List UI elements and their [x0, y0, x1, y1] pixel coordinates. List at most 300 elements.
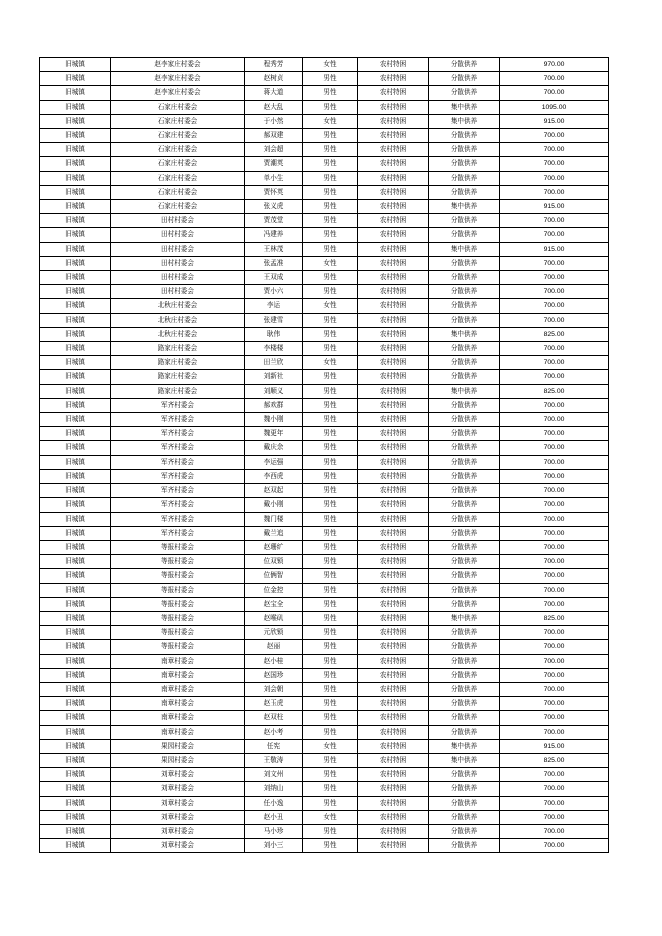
support-type-cell: 集中供养: [429, 384, 500, 398]
gender-cell: 男性: [303, 143, 358, 157]
gender-cell: 男性: [303, 72, 358, 86]
town-cell: 旧城镇: [40, 427, 111, 441]
table-row: [40, 285, 609, 299]
gender-cell: 男性: [303, 768, 358, 782]
amount-cell: 700.00: [500, 171, 609, 185]
category-cell: 农村特困: [358, 484, 429, 498]
support-type-cell: 分散供养: [429, 157, 500, 171]
village-committee-cell: 军齐村委会: [111, 413, 245, 427]
town-cell: 旧城镇: [40, 441, 111, 455]
table-row: [40, 583, 609, 597]
table-row: [40, 228, 609, 242]
name-cell: 位金控: [245, 583, 303, 597]
support-type-cell: 分散供养: [429, 498, 500, 512]
support-type-cell: 分散供养: [429, 214, 500, 228]
village-committee-cell: 果园村委会: [111, 753, 245, 767]
gender-cell: 男性: [303, 384, 358, 398]
support-type-cell: 分散供养: [429, 58, 500, 72]
category-cell: 农村特困: [358, 597, 429, 611]
gender-cell: 男性: [303, 484, 358, 498]
gender-cell: 男性: [303, 753, 358, 767]
gender-cell: 男性: [303, 185, 358, 199]
town-cell: 旧城镇: [40, 271, 111, 285]
gender-cell: 女性: [303, 356, 358, 370]
table-row: [40, 143, 609, 157]
category-cell: 农村特困: [358, 228, 429, 242]
town-cell: 旧城镇: [40, 370, 111, 384]
village-committee-cell: 田村村委会: [111, 242, 245, 256]
town-cell: 旧城镇: [40, 171, 111, 185]
name-cell: 刘纳山: [245, 782, 303, 796]
village-committee-cell: 田村村委会: [111, 271, 245, 285]
name-cell: 赵双柱: [245, 711, 303, 725]
table-row: [40, 498, 609, 512]
table-row: [40, 839, 609, 853]
town-cell: 旧城镇: [40, 455, 111, 469]
category-cell: 农村特困: [358, 114, 429, 128]
gender-cell: 男性: [303, 413, 358, 427]
name-cell: 刘小三: [245, 839, 303, 853]
gender-cell: 男性: [303, 271, 358, 285]
town-cell: 旧城镇: [40, 555, 111, 569]
support-type-cell: 分散供养: [429, 654, 500, 668]
category-cell: 农村特困: [358, 824, 429, 838]
table-row: [40, 427, 609, 441]
town-cell: 旧城镇: [40, 413, 111, 427]
name-cell: 赵小考: [245, 725, 303, 739]
town-cell: 旧城镇: [40, 100, 111, 114]
amount-cell: 700.00: [500, 626, 609, 640]
support-type-cell: 分散供养: [429, 342, 500, 356]
gender-cell: 男性: [303, 540, 358, 554]
category-cell: 农村特困: [358, 256, 429, 270]
amount-cell: 700.00: [500, 427, 609, 441]
category-cell: 农村特困: [358, 171, 429, 185]
table-row: [40, 768, 609, 782]
gender-cell: 男性: [303, 711, 358, 725]
support-type-cell: 分散供养: [429, 597, 500, 611]
village-committee-cell: 军齐村委会: [111, 484, 245, 498]
table-row: [40, 58, 609, 72]
village-committee-cell: 田村村委会: [111, 228, 245, 242]
name-cell: 魏小刚: [245, 413, 303, 427]
category-cell: 农村特困: [358, 469, 429, 483]
support-type-cell: 分散供养: [429, 171, 500, 185]
town-cell: 旧城镇: [40, 299, 111, 313]
gender-cell: 男性: [303, 469, 358, 483]
amount-cell: 700.00: [500, 271, 609, 285]
amount-cell: 700.00: [500, 157, 609, 171]
support-type-cell: 分散供养: [429, 398, 500, 412]
support-type-cell: 集中供养: [429, 327, 500, 341]
amount-cell: 700.00: [500, 597, 609, 611]
name-cell: 冯建养: [245, 228, 303, 242]
name-cell: 郝欢群: [245, 398, 303, 412]
table-row: [40, 256, 609, 270]
category-cell: 农村特困: [358, 768, 429, 782]
gender-cell: 女性: [303, 58, 358, 72]
support-type-cell: 分散供养: [429, 768, 500, 782]
name-cell: 李西虎: [245, 469, 303, 483]
amount-cell: 700.00: [500, 285, 609, 299]
village-committee-cell: 等报村委会: [111, 540, 245, 554]
table-row: [40, 682, 609, 696]
town-cell: 旧城镇: [40, 129, 111, 143]
amount-cell: 700.00: [500, 498, 609, 512]
amount-cell: 700.00: [500, 640, 609, 654]
name-cell: 赵丽: [245, 640, 303, 654]
village-committee-cell: 等报村委会: [111, 611, 245, 625]
table-row: [40, 753, 609, 767]
table-row: [40, 214, 609, 228]
town-cell: 旧城镇: [40, 739, 111, 753]
support-type-cell: 集中供养: [429, 100, 500, 114]
gender-cell: 男性: [303, 555, 358, 569]
name-cell: 于小然: [245, 114, 303, 128]
support-type-cell: 分散供养: [429, 711, 500, 725]
table-row: [40, 611, 609, 625]
support-type-cell: 集中供养: [429, 753, 500, 767]
town-cell: 旧城镇: [40, 540, 111, 554]
town-cell: 旧城镇: [40, 682, 111, 696]
village-committee-cell: 军齐村委会: [111, 427, 245, 441]
amount-cell: 700.00: [500, 185, 609, 199]
name-cell: 赵玉虎: [245, 697, 303, 711]
town-cell: 旧城镇: [40, 285, 111, 299]
gender-cell: 男性: [303, 200, 358, 214]
gender-cell: 男性: [303, 100, 358, 114]
support-type-cell: 分散供养: [429, 668, 500, 682]
category-cell: 农村特困: [358, 58, 429, 72]
name-cell: 耿伟: [245, 327, 303, 341]
gender-cell: 男性: [303, 611, 358, 625]
support-type-cell: 分散供养: [429, 427, 500, 441]
support-type-cell: 分散供养: [429, 583, 500, 597]
village-committee-cell: 石家庄村委会: [111, 143, 245, 157]
support-type-cell: 分散供养: [429, 484, 500, 498]
category-cell: 农村特困: [358, 583, 429, 597]
support-type-cell: 分散供养: [429, 271, 500, 285]
amount-cell: 700.00: [500, 143, 609, 157]
town-cell: 旧城镇: [40, 654, 111, 668]
town-cell: 旧城镇: [40, 725, 111, 739]
table-row: [40, 725, 609, 739]
amount-cell: 700.00: [500, 569, 609, 583]
support-type-cell: 分散供养: [429, 697, 500, 711]
name-cell: 王林茂: [245, 242, 303, 256]
town-cell: 旧城镇: [40, 611, 111, 625]
table-row: [40, 157, 609, 171]
amount-cell: 700.00: [500, 697, 609, 711]
gender-cell: 男性: [303, 342, 358, 356]
category-cell: 农村特困: [358, 72, 429, 86]
category-cell: 农村特困: [358, 697, 429, 711]
gender-cell: 男性: [303, 242, 358, 256]
category-cell: 农村特困: [358, 427, 429, 441]
gender-cell: 男性: [303, 313, 358, 327]
gender-cell: 男性: [303, 441, 358, 455]
gender-cell: 男性: [303, 697, 358, 711]
category-cell: 农村特困: [358, 299, 429, 313]
village-committee-cell: 军齐村委会: [111, 441, 245, 455]
name-cell: 田兰欣: [245, 356, 303, 370]
category-cell: 农村特困: [358, 498, 429, 512]
name-cell: 魏更年: [245, 427, 303, 441]
name-cell: 贾小六: [245, 285, 303, 299]
table-row: [40, 484, 609, 498]
name-cell: 王双成: [245, 271, 303, 285]
category-cell: 农村特困: [358, 185, 429, 199]
village-committee-cell: 田村村委会: [111, 256, 245, 270]
category-cell: 农村特困: [358, 682, 429, 696]
town-cell: 旧城镇: [40, 824, 111, 838]
village-committee-cell: 石家庄村委会: [111, 171, 245, 185]
name-cell: 赵树贞: [245, 72, 303, 86]
amount-cell: 700.00: [500, 725, 609, 739]
town-cell: 旧城镇: [40, 668, 111, 682]
town-cell: 旧城镇: [40, 242, 111, 256]
support-type-cell: 分散供养: [429, 682, 500, 696]
support-type-cell: 分散供养: [429, 370, 500, 384]
name-cell: 李楼楼: [245, 342, 303, 356]
category-cell: 农村特困: [358, 796, 429, 810]
gender-cell: 男性: [303, 498, 358, 512]
village-committee-cell: 石家庄村委会: [111, 157, 245, 171]
name-cell: 张建雪: [245, 313, 303, 327]
table-row: [40, 398, 609, 412]
category-cell: 农村特困: [358, 626, 429, 640]
amount-cell: 700.00: [500, 356, 609, 370]
amount-cell: 700.00: [500, 839, 609, 853]
name-cell: 贾茂堂: [245, 214, 303, 228]
amount-cell: 825.00: [500, 611, 609, 625]
table-row: [40, 100, 609, 114]
gender-cell: 男性: [303, 370, 358, 384]
support-type-cell: 分散供养: [429, 839, 500, 853]
village-committee-cell: 等报村委会: [111, 569, 245, 583]
category-cell: 农村特困: [358, 342, 429, 356]
town-cell: 旧城镇: [40, 768, 111, 782]
name-cell: 刘顺义: [245, 384, 303, 398]
amount-cell: 700.00: [500, 810, 609, 824]
village-committee-cell: 路家庄村委会: [111, 384, 245, 398]
category-cell: 农村特困: [358, 753, 429, 767]
town-cell: 旧城镇: [40, 796, 111, 810]
village-committee-cell: 刘章村委会: [111, 796, 245, 810]
table-row: [40, 455, 609, 469]
table-row: [40, 697, 609, 711]
support-type-cell: 分散供养: [429, 413, 500, 427]
category-cell: 农村特困: [358, 839, 429, 853]
support-type-cell: 分散供养: [429, 782, 500, 796]
gender-cell: 男性: [303, 626, 358, 640]
town-cell: 旧城镇: [40, 640, 111, 654]
name-cell: 刘会朝: [245, 682, 303, 696]
amount-cell: 700.00: [500, 768, 609, 782]
village-committee-cell: 赵李家庄村委会: [111, 58, 245, 72]
village-committee-cell: 南章村委会: [111, 711, 245, 725]
category-cell: 农村特困: [358, 739, 429, 753]
town-cell: 旧城镇: [40, 484, 111, 498]
amount-cell: 700.00: [500, 540, 609, 554]
amount-cell: 700.00: [500, 512, 609, 526]
category-cell: 农村特困: [358, 157, 429, 171]
gender-cell: 男性: [303, 796, 358, 810]
beneficiary-table: [39, 57, 609, 853]
amount-cell: 700.00: [500, 72, 609, 86]
amount-cell: 700.00: [500, 370, 609, 384]
village-committee-cell: 石家庄村委会: [111, 100, 245, 114]
village-committee-cell: 军齐村委会: [111, 512, 245, 526]
table-row: [40, 512, 609, 526]
town-cell: 旧城镇: [40, 256, 111, 270]
amount-cell: 825.00: [500, 327, 609, 341]
town-cell: 旧城镇: [40, 72, 111, 86]
village-committee-cell: 石家庄村委会: [111, 200, 245, 214]
support-type-cell: 分散供养: [429, 512, 500, 526]
support-type-cell: 分散供养: [429, 796, 500, 810]
village-committee-cell: 军齐村委会: [111, 398, 245, 412]
town-cell: 旧城镇: [40, 626, 111, 640]
gender-cell: 男性: [303, 654, 358, 668]
support-type-cell: 分散供养: [429, 143, 500, 157]
amount-cell: 700.00: [500, 583, 609, 597]
town-cell: 旧城镇: [40, 469, 111, 483]
name-cell: 程秀芳: [245, 58, 303, 72]
gender-cell: 男性: [303, 327, 358, 341]
table-row: [40, 313, 609, 327]
category-cell: 农村特困: [358, 711, 429, 725]
table-row: [40, 370, 609, 384]
town-cell: 旧城镇: [40, 498, 111, 512]
gender-cell: 男性: [303, 427, 358, 441]
name-cell: 任小逸: [245, 796, 303, 810]
amount-cell: 700.00: [500, 256, 609, 270]
table-row: [40, 569, 609, 583]
village-committee-cell: 等报村委会: [111, 555, 245, 569]
category-cell: 农村特困: [358, 441, 429, 455]
support-type-cell: 分散供养: [429, 555, 500, 569]
village-committee-cell: 等报村委会: [111, 626, 245, 640]
gender-cell: 男性: [303, 285, 358, 299]
village-committee-cell: 赵李家庄村委会: [111, 86, 245, 100]
category-cell: 农村特困: [358, 526, 429, 540]
amount-cell: 825.00: [500, 384, 609, 398]
table-row: [40, 72, 609, 86]
table-row: [40, 171, 609, 185]
town-cell: 旧城镇: [40, 569, 111, 583]
table-row: [40, 114, 609, 128]
town-cell: 旧城镇: [40, 143, 111, 157]
village-committee-cell: 军齐村委会: [111, 526, 245, 540]
village-committee-cell: 果园村委会: [111, 739, 245, 753]
village-committee-cell: 路家庄村委会: [111, 356, 245, 370]
support-type-cell: 分散供养: [429, 72, 500, 86]
support-type-cell: 分散供养: [429, 129, 500, 143]
amount-cell: 700.00: [500, 313, 609, 327]
category-cell: 农村特困: [358, 86, 429, 100]
village-committee-cell: 军齐村委会: [111, 455, 245, 469]
amount-cell: 915.00: [500, 739, 609, 753]
name-cell: 贾怀英: [245, 185, 303, 199]
town-cell: 旧城镇: [40, 839, 111, 853]
table-row: [40, 782, 609, 796]
village-committee-cell: 北秋庄村委会: [111, 313, 245, 327]
category-cell: 农村特困: [358, 640, 429, 654]
town-cell: 旧城镇: [40, 114, 111, 128]
category-cell: 农村特困: [358, 782, 429, 796]
table-row: [40, 540, 609, 554]
gender-cell: 男性: [303, 668, 358, 682]
category-cell: 农村特困: [358, 725, 429, 739]
support-type-cell: 分散供养: [429, 526, 500, 540]
amount-cell: 700.00: [500, 342, 609, 356]
town-cell: 旧城镇: [40, 157, 111, 171]
village-committee-cell: 赵李家庄村委会: [111, 72, 245, 86]
gender-cell: 男性: [303, 640, 358, 654]
town-cell: 旧城镇: [40, 597, 111, 611]
gender-cell: 男性: [303, 583, 358, 597]
category-cell: 农村特困: [358, 214, 429, 228]
town-cell: 旧城镇: [40, 228, 111, 242]
village-committee-cell: 等报村委会: [111, 583, 245, 597]
gender-cell: 男性: [303, 86, 358, 100]
gender-cell: 男性: [303, 157, 358, 171]
table-row: [40, 640, 609, 654]
name-cell: 单小生: [245, 171, 303, 185]
gender-cell: 男性: [303, 171, 358, 185]
amount-cell: 915.00: [500, 242, 609, 256]
gender-cell: 女性: [303, 299, 358, 313]
table-row: [40, 356, 609, 370]
name-cell: 刘会超: [245, 143, 303, 157]
category-cell: 农村特困: [358, 810, 429, 824]
support-type-cell: 分散供养: [429, 640, 500, 654]
table-row: [40, 654, 609, 668]
amount-cell: 700.00: [500, 441, 609, 455]
support-type-cell: 分散供养: [429, 86, 500, 100]
gender-cell: 女性: [303, 114, 358, 128]
support-type-cell: 集中供养: [429, 242, 500, 256]
name-cell: 赵大乱: [245, 100, 303, 114]
town-cell: 旧城镇: [40, 753, 111, 767]
name-cell: 赵双起: [245, 484, 303, 498]
support-type-cell: 分散供养: [429, 540, 500, 554]
table-row: [40, 200, 609, 214]
category-cell: 农村特困: [358, 540, 429, 554]
village-committee-cell: 田村村委会: [111, 214, 245, 228]
category-cell: 农村特困: [358, 200, 429, 214]
amount-cell: 825.00: [500, 753, 609, 767]
category-cell: 农村特困: [358, 512, 429, 526]
town-cell: 旧城镇: [40, 384, 111, 398]
name-cell: 戴兰追: [245, 526, 303, 540]
name-cell: 位俩智: [245, 569, 303, 583]
category-cell: 农村特困: [358, 313, 429, 327]
town-cell: 旧城镇: [40, 782, 111, 796]
gender-cell: 男性: [303, 597, 358, 611]
amount-cell: 915.00: [500, 114, 609, 128]
support-type-cell: 集中供养: [429, 611, 500, 625]
category-cell: 农村特困: [358, 271, 429, 285]
table-row: [40, 810, 609, 824]
amount-cell: 915.00: [500, 200, 609, 214]
village-committee-cell: 刘章村委会: [111, 768, 245, 782]
table-row: [40, 86, 609, 100]
category-cell: 农村特困: [358, 569, 429, 583]
table-row: [40, 597, 609, 611]
village-committee-cell: 南章村委会: [111, 668, 245, 682]
